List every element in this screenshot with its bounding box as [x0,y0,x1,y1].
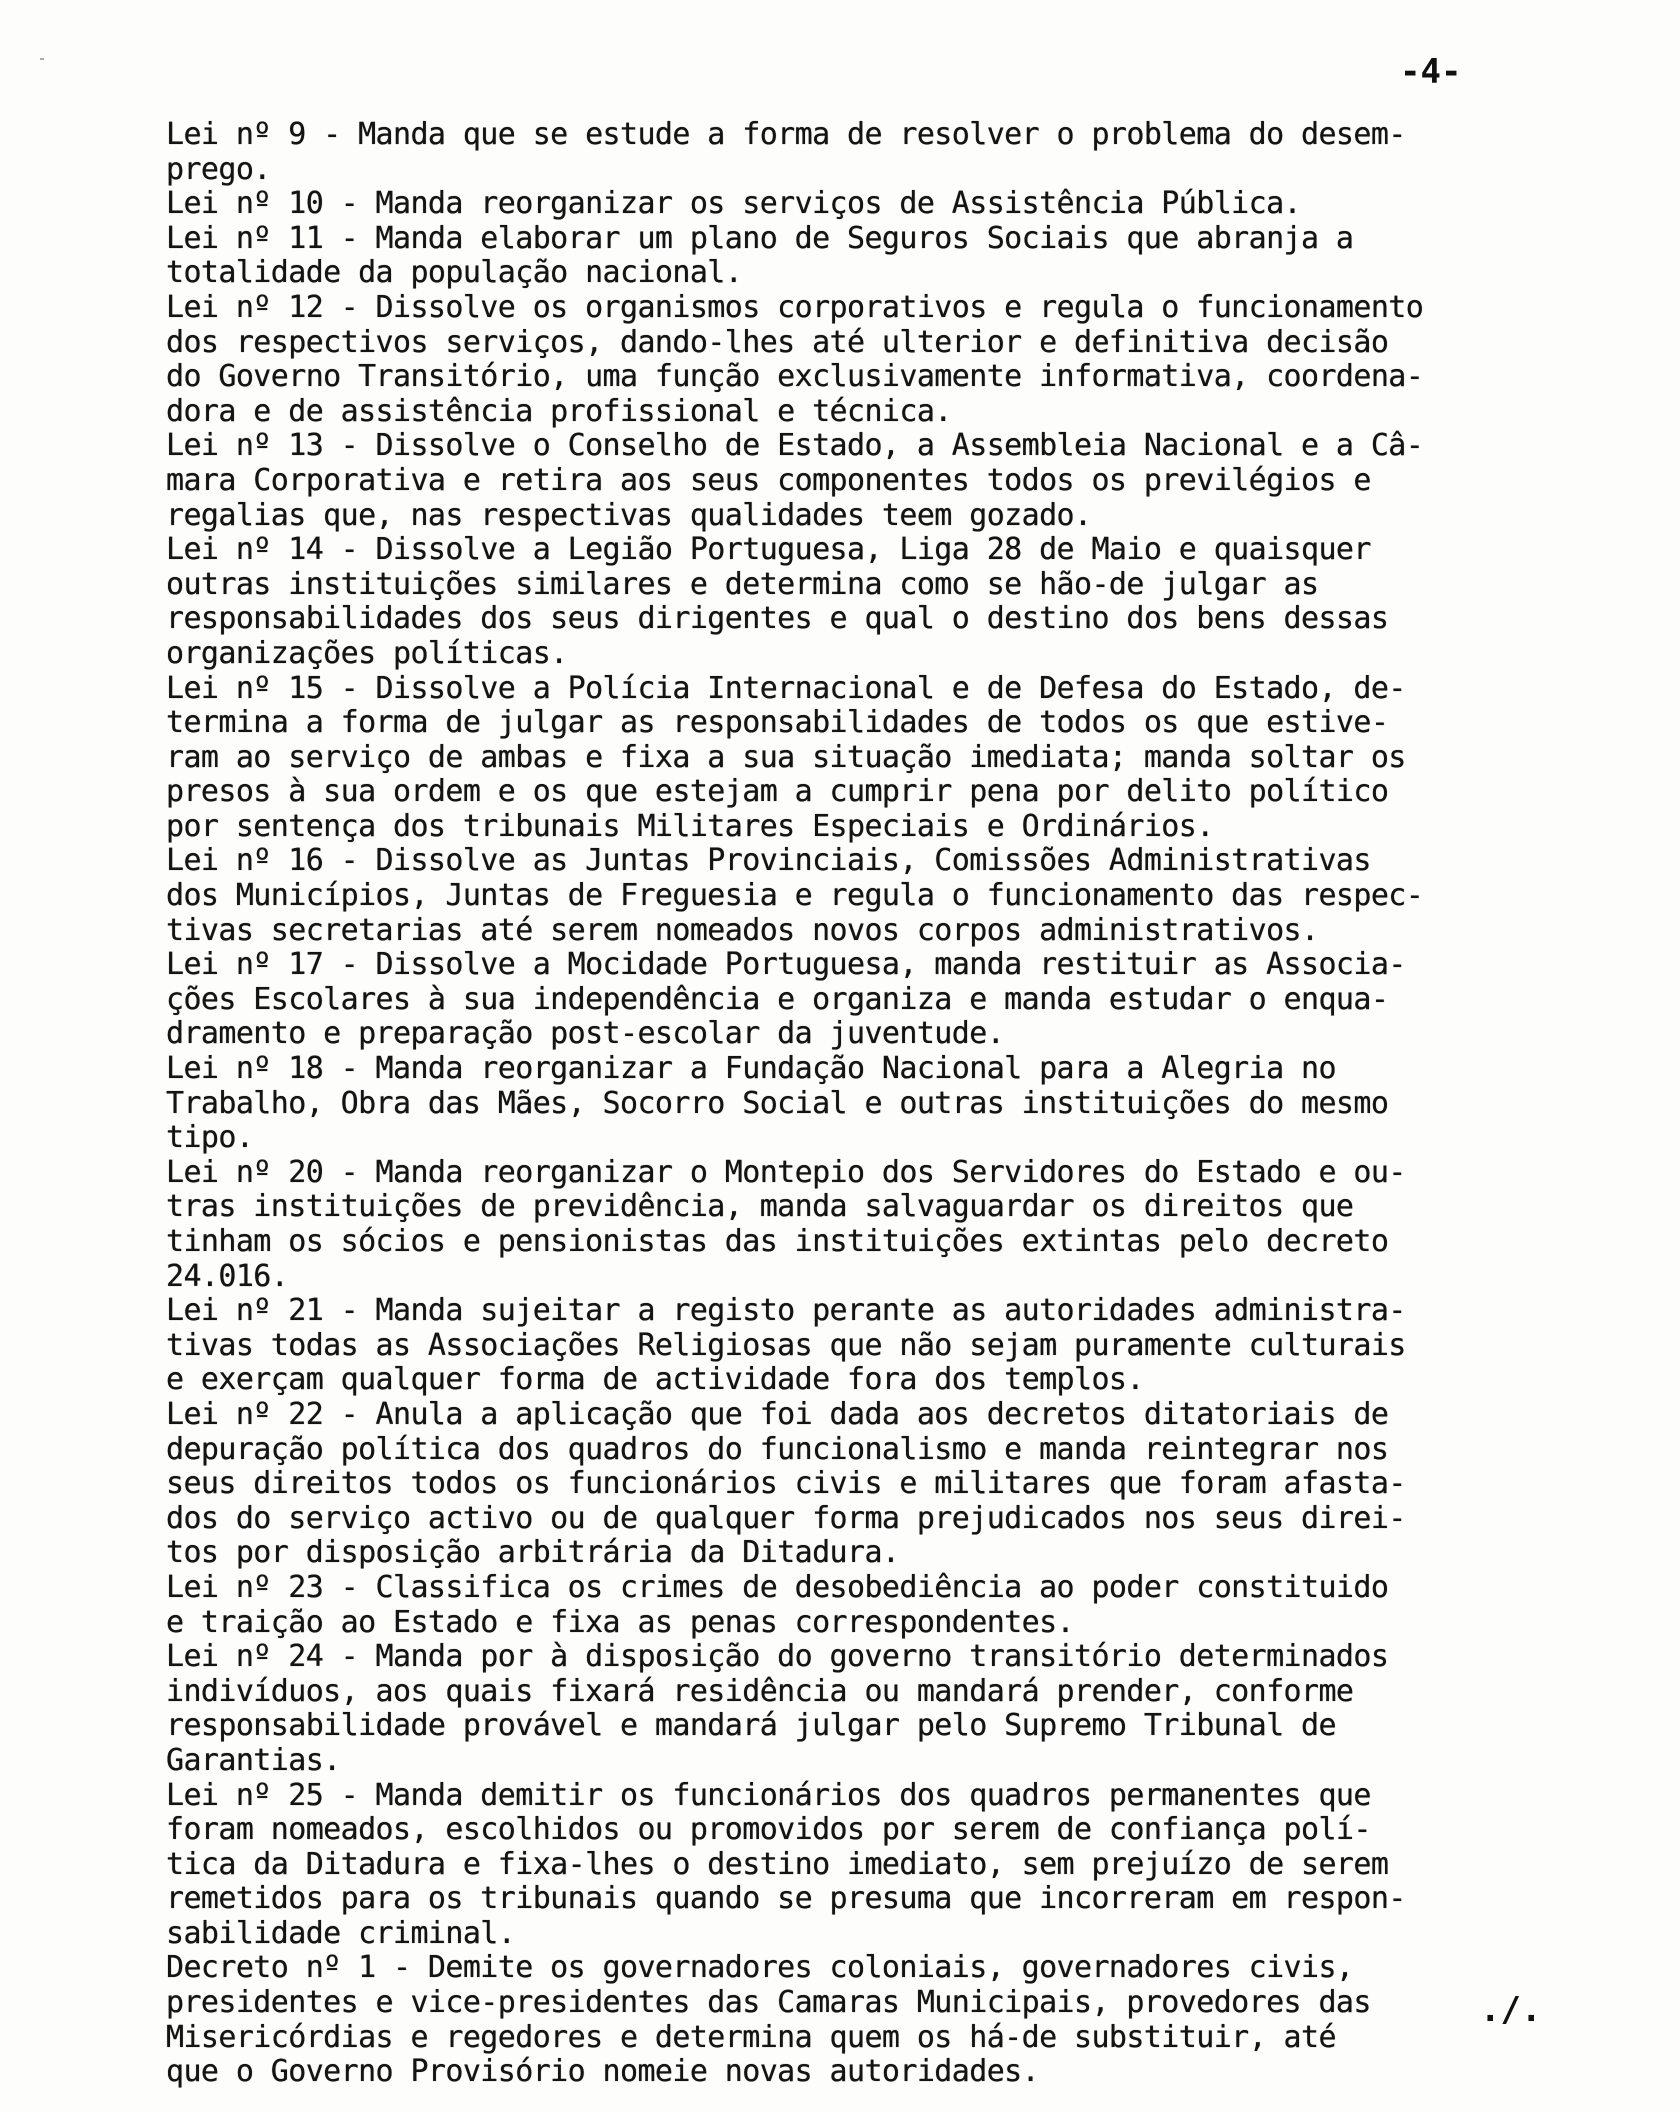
text-line: depuração política dos quadros do funcionalismo e manda reintegrar nos [166,1432,1389,1467]
text-line: organizações políticas. [166,636,568,671]
text-line: tipo. [166,1121,254,1156]
text-line: Lei nº 13 - Dissolve o Conselho de Estado, a Assembleia Nacional e a Câ- [166,429,1424,464]
text-line: termina a forma de julgar as responsabilidades de todos os que estive- [166,706,1389,741]
text-line: Lei nº 16 - Dissolve as Juntas Provinciais, Comissões Administrativas [166,844,1371,879]
text-line: Lei nº 17 - Dissolve a Mocidade Portuguesa, manda restituir as Associa- [166,948,1406,983]
text-line: sabilidade criminal. [166,1916,516,1951]
text-line: seus direitos todos os funcionários civis e militares que foram afasta- [166,1467,1406,1502]
text-line: do Governo Transitório, uma função exclusivamente informativa, coordena- [166,360,1424,395]
text-line: Decreto nº 1 - Demite os governadores coloniais, governadores civis, [166,1951,1354,1986]
continuation-mark: ./. [1480,1990,1542,2030]
text-line: dos Municípios, Juntas de Freguesia e regula o funcionamento das respec- [166,879,1424,914]
text-line: Misericórdias e regedores e determina quem os há-de substituir, até [166,2020,1336,2055]
text-line: Lei nº 23 - Classifica os crimes de desobediência ao poder constituido [166,1570,1389,1605]
text-line: tivas todas as Associações Religiosas que não sejam puramente culturais [166,1328,1406,1363]
text-line: indivíduos, aos quais fixará residência ou mandará prender, conforme [166,1674,1354,1709]
text-line: Lei nº 24 - Manda por à disposição do governo transitório determinados [166,1640,1389,1675]
text-line: ções Escolares à sua independência e organiza e manda estudar o enqua- [166,982,1389,1017]
text-line: dos do serviço activo ou de qualquer forma prejudicados nos seus direi- [166,1501,1406,1536]
text-line: Lei nº 20 - Manda reorganizar o Montepio dos Servidores do Estado e ou- [166,1155,1406,1190]
text-line: dos respectivos serviços, dando-lhes até ulterior e definitiva decisão [166,325,1389,360]
text-line: outras instituições similares e determina como se hão-de julgar as [166,567,1319,602]
text-line: por sentença dos tribunais Militares Especiais e Ordinários. [166,809,1214,844]
text-line: tivas secretarias até serem nomeados novos corpos administrativos. [166,913,1319,948]
text-line: tras instituições de previdência, manda salvaguardar os direitos que [166,1190,1354,1225]
text-line: totalidade da população nacional. [166,256,743,291]
text-line: que o Governo Provisório nomeie novas autoridades. [166,2055,1040,2090]
text-line: mara Corporativa e retira aos seus componentes todos os previlégios e [166,463,1371,498]
text-line: 24.016. [166,1259,289,1294]
text-line: e exerçam qualquer forma de actividade fora dos templos. [166,1363,1144,1398]
text-line: Lei nº 22 - Anula a aplicação que foi dada aos decretos ditatoriais de [166,1397,1389,1432]
text-line: dora e de assistência profissional e técnica. [166,394,952,429]
text-line: responsabilidade provável e mandará julgar pelo Supremo Tribunal de [166,1709,1336,1744]
text-line: e traição ao Estado e fixa as penas correspondentes. [166,1605,1074,1640]
text-line: presos à sua ordem e os que estejam a cumprir pena por delito político [166,775,1389,810]
text-line: ram ao serviço de ambas e fixa a sua situação imediata; manda soltar os [166,740,1406,775]
scan-speck [40,58,44,60]
text-line: tos por disposição arbitrária da Ditadura. [166,1536,900,1571]
text-line: responsabilidades dos seus dirigentes e qual o destino dos bens dessas [166,602,1389,637]
page-number: -4- [1400,52,1462,92]
text-line: prego. [166,152,271,187]
text-line: dramento e preparação post-escolar da juventude. [166,1017,1005,1052]
text-line: Lei nº 15 - Dissolve a Polícia Internacional e de Defesa do Estado, de- [166,671,1406,706]
text-line: Trabalho, Obra das Mães, Socorro Social e outras instituições do mesmo [166,1086,1389,1121]
text-line: Lei nº 12 - Dissolve os organismos corporativos e regula o funcionamento [166,290,1424,325]
text-line: tinham os sócios e pensionistas das instituições extintas pelo decreto [166,1225,1389,1259]
text-line: Lei nº 25 - Manda demitir os funcionários dos quadros permanentes que [166,1778,1371,1813]
document-body [166,118,1606,2090]
text-line: Lei nº 11 - Manda elaborar um plano de Seguros Sociais que abranja a [166,221,1354,256]
text-line: remetidos para os tribunais quando se presuma que incorreram em respon- [166,1882,1406,1917]
text-line: presidentes e vice-presidentes das Camaras Municipais, provedores das [166,1986,1371,2021]
text-line: Lei nº 21 - Manda sujeitar a registo perante as autoridades administra- [166,1294,1406,1329]
text-line: Garantias. [166,1743,341,1778]
text-line: regalias que, nas respectivas qualidades teem gozado. [166,498,1092,533]
text-line: foram nomeados, escolhidos ou promovidos por serem de confiança polí- [166,1813,1371,1848]
text-line: tica da Ditadura e fixa-lhes o destino imediato, sem prejuízo de serem [166,1847,1389,1882]
text-line: Lei nº 9 - Manda que se estude a forma de resolver o problema do desem- [166,118,1406,152]
text-line: Lei nº 14 - Dissolve a Legião Portuguesa, Liga 28 de Maio e quaisquer [166,533,1371,568]
text-line: Lei nº 18 - Manda reorganizar a Fundação Nacional para a Alegria no [166,1052,1336,1087]
text-line: Lei nº 10 - Manda reorganizar os serviços de Assistência Pública. [166,187,1301,222]
